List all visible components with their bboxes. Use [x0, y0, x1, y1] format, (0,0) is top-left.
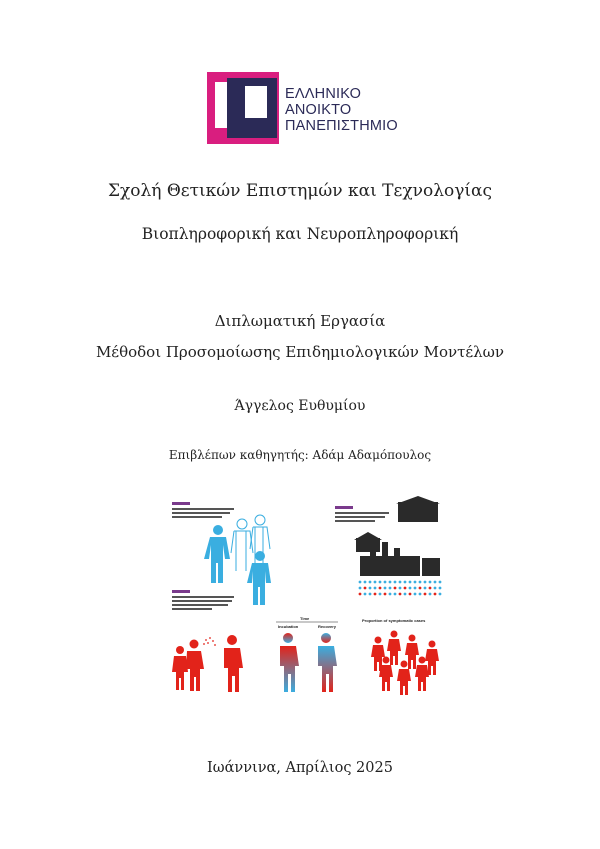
spray-dots — [203, 637, 216, 646]
layer-2-caption — [172, 590, 234, 610]
thesis-type: Διπλωματική Εργασία — [214, 312, 386, 330]
thesis-title: Μέθοδοι Προσομοίωσης Επιδημιολογικών Μοντέλων — [95, 343, 505, 361]
university-logo — [207, 72, 397, 144]
recovery-person — [318, 633, 337, 692]
layer-1-caption — [172, 502, 234, 518]
logo-line-3: ΠΑΝΕΠΙΣΤΗΜΙΟ — [285, 118, 398, 134]
supervisor: Επιβλέπων καθηγητής: Αδάμ Αδαμόπουλος — [168, 448, 432, 462]
outlined-people-group — [231, 515, 270, 571]
place-and-date: Ιωάννινα, Απρίλιος 2025 — [207, 760, 393, 776]
university-logo-mark — [207, 72, 279, 144]
symptomatic-people-group — [371, 631, 439, 696]
label-time: Time — [300, 616, 310, 621]
logo-line-2: ΑΝΟΙΚΤΟ — [285, 102, 352, 118]
label-proportion: Proportion of symptomatic cases — [362, 618, 426, 623]
school-name: Σχολή Θετικών Επιστημών και Τεχνολογίας — [107, 181, 493, 201]
label-incubation: Incubation — [278, 624, 299, 629]
logo-line-1: ΕΛΛΗΝΙΚΟ — [285, 86, 362, 102]
program-name: Βιοπληροφορική και Νευροπληροφορική — [141, 225, 459, 243]
blue-people-group — [204, 525, 271, 605]
author-name: Άγγελος Ευθυμίου — [234, 398, 366, 414]
label-recovery: Recovery — [318, 624, 337, 629]
logo-wordmark — [285, 86, 398, 134]
epidemic-illustration — [160, 494, 450, 704]
population-dot-grid — [359, 581, 442, 596]
layer-3-caption — [335, 506, 389, 522]
incubation-person — [280, 633, 299, 692]
buildings-icon — [354, 496, 440, 576]
